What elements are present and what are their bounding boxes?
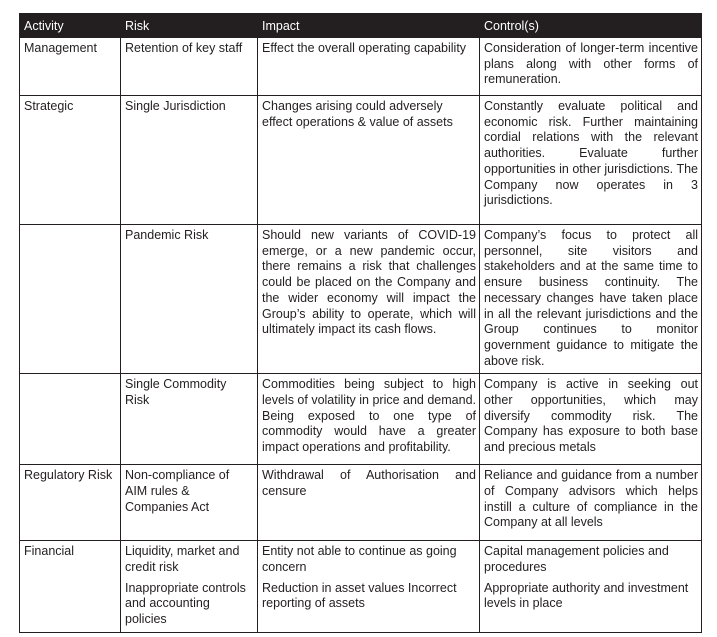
control-cell: Reliance and guidance from a number of Company advisors which helps instill a culture of compliance in the Company at all levels — [480, 465, 702, 541]
control-cell: Constantly evaluate political and economic risk. Further maintaining cordial relations with the relevant authorities. Evaluate further opportunities in other jurisdictions. The Company now operates in 3 jurisdictions. — [480, 96, 702, 225]
control-item: Capital management policies and procedures — [484, 544, 669, 575]
activity-cell: Financial — [20, 541, 121, 633]
control-cell — [480, 541, 702, 633]
control-cell: Consideration of longer-term incentive plans along with other forms of remuneration. — [480, 38, 702, 96]
risk-cell: Non-compliance of AIM rules & Companies Act — [121, 465, 258, 541]
risk-cell: Pandemic Risk — [121, 225, 258, 374]
table-row — [20, 465, 702, 541]
risk-cell: Retention of key staff — [121, 38, 258, 96]
activity-cell — [20, 374, 121, 465]
impact-cell — [258, 541, 480, 633]
impact-cell: Commodities being subject to high levels of volatility in price and demand. Being exposed to one type of commodity would have a greater impact operations and profitability. — [258, 374, 480, 465]
impact-cell: Changes arising could adversely effect operations & value of assets — [258, 96, 480, 225]
impact-item: Entity not able to continue as going concern — [262, 544, 457, 575]
control-cell: Company is active in seeking out other opportunities, which may diversify commodity risk. The Company has exposure to both base and precious metals — [480, 374, 702, 465]
activity-cell: Regulatory Risk — [20, 465, 121, 541]
header-impact: Impact — [258, 14, 480, 38]
header-activity: Activity — [20, 14, 121, 38]
control-item: Appropriate authority and investment levels in place — [484, 580, 689, 611]
table-row — [20, 38, 702, 96]
risk-item: Liquidity, market and credit risk — [125, 544, 240, 575]
table-row — [20, 225, 702, 374]
risk-cell: Single Commodity Risk — [121, 374, 258, 465]
impact-cell: Withdrawal of Authorisation and censure — [258, 465, 480, 541]
table-row — [20, 96, 702, 225]
header-controls: Control(s) — [480, 14, 702, 38]
table-row — [20, 374, 702, 465]
risk-table — [19, 13, 702, 633]
table-row — [20, 541, 702, 633]
header-risk: Risk — [121, 14, 258, 38]
risk-cell — [121, 541, 258, 633]
activity-cell — [20, 225, 121, 374]
activity-cell: Management — [20, 38, 121, 96]
header-row — [20, 14, 702, 38]
control-cell: Company’s focus to protect all personnel, site visitors and stakeholders and at the same time to ensure business continuity. The necessary changes have taken place in all the relevant jurisdictions and the Group continues to monitor government guidance to mitigate the above risk. — [480, 225, 702, 374]
risk-cell: Single Jurisdiction — [121, 96, 258, 225]
impact-cell: Should new variants of COVID-19 emerge, or a new pandemic occur, there remains a risk that challenges could be placed on the Company and the wider economy will impact the Group’s ability to operate, which will ultimately impact its cash flows. — [258, 225, 480, 374]
impact-item: Reduction in asset values Incorrect reporting of assets — [262, 580, 457, 611]
impact-cell: Effect the overall operating capability — [258, 38, 480, 96]
activity-cell: Strategic — [20, 96, 121, 225]
risk-item: Inappropriate controls and accounting policies — [125, 580, 246, 627]
